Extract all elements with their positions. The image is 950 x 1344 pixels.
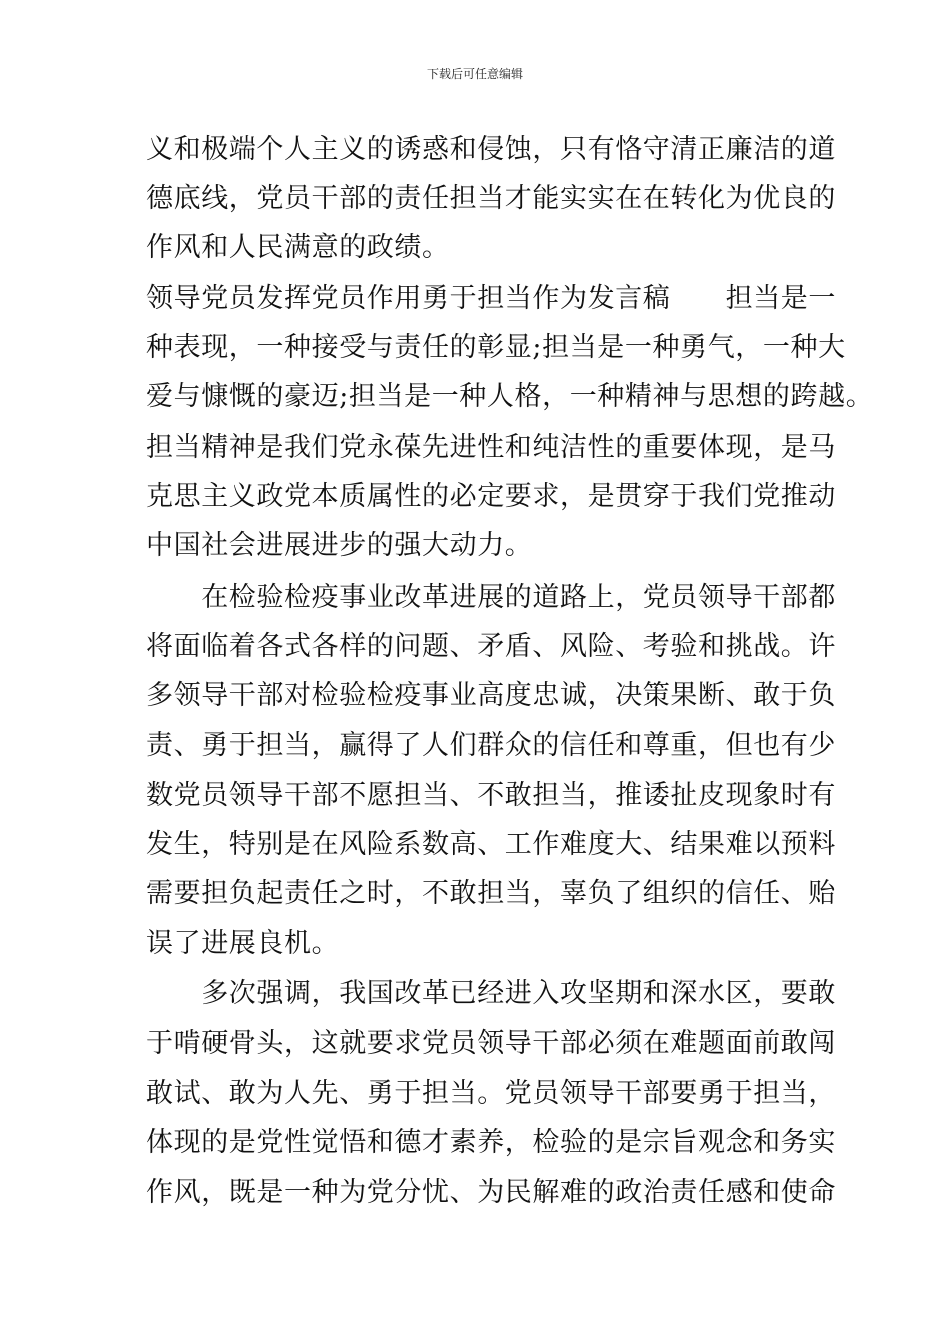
- text-line: 将面临着各式各样的问题、矛盾、风险、考验和挑战。许: [146, 631, 836, 662]
- text-line: 德底线，党员干部的责任担当才能实实在在转化为优良的: [146, 183, 836, 214]
- text-line: 担当精神是我们党永葆先进性和纯洁性的重要体现，是马: [146, 432, 836, 463]
- text-line: 种表现，一种接受与责任的彰显;担当是一种勇气，一种大: [146, 332, 846, 363]
- text-line: 数党员领导干部不愿担当、不敢担当，推诿扯皮现象时有: [146, 780, 836, 811]
- text-line: 误了进展良机。: [146, 928, 340, 959]
- text-line: 克思主义政党本质属性的必定要求，是贯穿于我们党推动: [146, 481, 836, 512]
- text-line: 作风和人民满意的政绩。: [146, 232, 450, 263]
- text-line: 于啃硬骨头，这就要求党员领导干部必须在难题面前敢闯: [146, 1028, 836, 1059]
- text-line: 中国社会进展进步的强大动力。: [146, 530, 533, 561]
- text-line: 作风，既是一种为党分忧、为民解难的政治责任感和使命: [146, 1177, 836, 1208]
- text-line: 在检验检疫事业改革进展的道路上，党员领导干部都: [146, 582, 836, 613]
- text-line: 责、勇于担当，赢得了人们群众的信任和尊重，但也有少: [146, 730, 836, 761]
- text-line: 多领导干部对检验检疫事业高度忠诚，决策果断、敢于负: [146, 680, 836, 711]
- text-line: 义和极端个人主义的诱惑和侵蚀，只有恪守清正廉洁的道: [146, 134, 836, 165]
- text-line: 多次强调，我国改革已经进入攻坚期和深水区，要敢: [146, 978, 836, 1009]
- text-line: 体现的是党性觉悟和德才素养，检验的是宗旨观念和务实: [146, 1127, 836, 1158]
- text-line: 发生，特别是在风险系数高、工作难度大、结果难以预料: [146, 829, 836, 860]
- text-line: 爱与慷慨的豪迈;担当是一种人格，一种精神与思想的跨越。: [146, 381, 874, 412]
- text-line: 需要担负起责任之时，不敢担当，辜负了组织的信任、贻: [146, 878, 836, 909]
- text-line: 领导党员发挥党员作用勇于担当作为发言稿 担当是一: [146, 283, 836, 314]
- text-line: 敢试、敢为人先、勇于担当。党员领导干部要勇于担当，: [146, 1078, 836, 1109]
- page-header: 下载后可任意编辑: [426, 67, 523, 81]
